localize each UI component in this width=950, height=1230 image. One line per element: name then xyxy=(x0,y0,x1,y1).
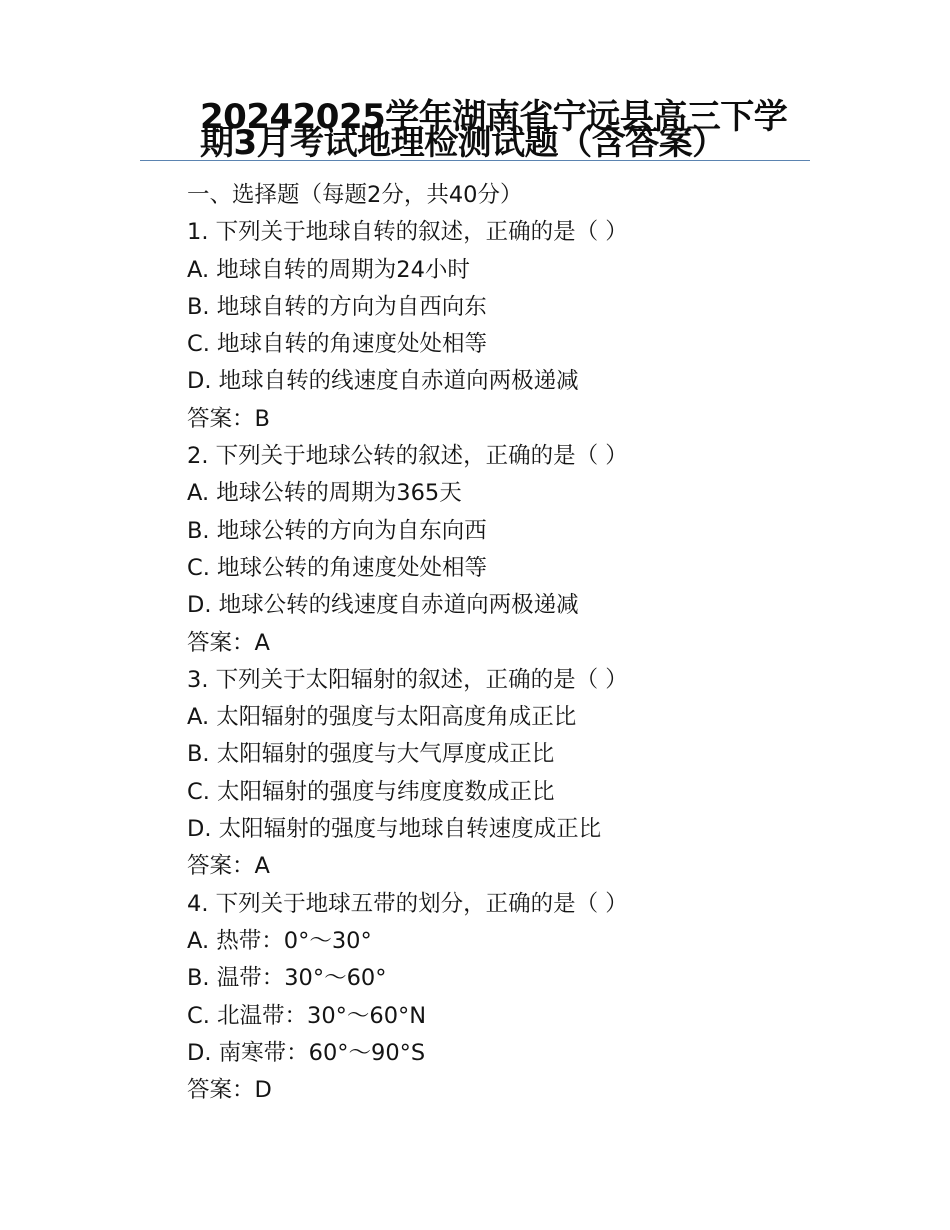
option-c: C. 地球公转的角速度处处相等 xyxy=(187,554,488,581)
option-c: C. 地球自转的角速度处处相等 xyxy=(187,331,488,358)
option-d: D. 地球公转的线速度自赤道向两极递减 xyxy=(187,592,579,619)
title-underline xyxy=(140,160,810,161)
question-1 xyxy=(187,214,887,438)
option-a: A. 地球公转的周期为365天 xyxy=(187,480,462,507)
option-d: D. 南寒带：60°～90°S xyxy=(187,1039,426,1066)
option-b: B. 地球公转的方向为自东向西 xyxy=(187,517,487,544)
question-3 xyxy=(187,662,887,886)
document-body xyxy=(187,177,887,1109)
answer-line: 答案：A xyxy=(187,629,270,656)
option-b: B. 太阳辐射的强度与大气厚度成正比 xyxy=(187,741,555,768)
option-a: A. 热带：0°～30° xyxy=(187,927,372,954)
question-2 xyxy=(187,438,887,662)
option-c: C. 北温带：30°～60°N xyxy=(187,1002,427,1029)
option-b: B. 地球自转的方向为自西向东 xyxy=(187,293,487,320)
answer-line: 答案：B xyxy=(187,405,270,432)
question-stem: 2. 下列关于地球公转的叙述，正确的是（ ） xyxy=(187,443,628,470)
option-b: B. 温带：30°～60° xyxy=(187,965,387,992)
option-d: D. 太阳辐射的强度与地球自转速度成正比 xyxy=(187,816,602,843)
answer-line: 答案：D xyxy=(187,1077,272,1104)
answer-line: 答案：A xyxy=(187,853,270,880)
section-heading: 一、选择题（每题2分，共40分） xyxy=(187,182,523,208)
option-d: D. 地球自转的线速度自赤道向两极递减 xyxy=(187,368,579,395)
option-a: A. 太阳辐射的强度与太阳高度角成正比 xyxy=(187,704,577,731)
question-stem: 1. 下列关于地球自转的叙述，正确的是（ ） xyxy=(187,219,628,246)
question-4 xyxy=(187,886,887,1110)
question-stem: 3. 下列关于太阳辐射的叙述，正确的是（ ） xyxy=(187,666,628,693)
option-c: C. 太阳辐射的强度与纬度度数成正比 xyxy=(187,778,555,805)
question-stem: 4. 下列关于地球五带的划分，正确的是（ ） xyxy=(187,890,628,917)
option-a: A. 地球自转的周期为24小时 xyxy=(187,256,470,283)
document-title: 20242025学年湖南省宁远县高三下学期3月考试地理检测试题（含答案） xyxy=(200,97,788,163)
